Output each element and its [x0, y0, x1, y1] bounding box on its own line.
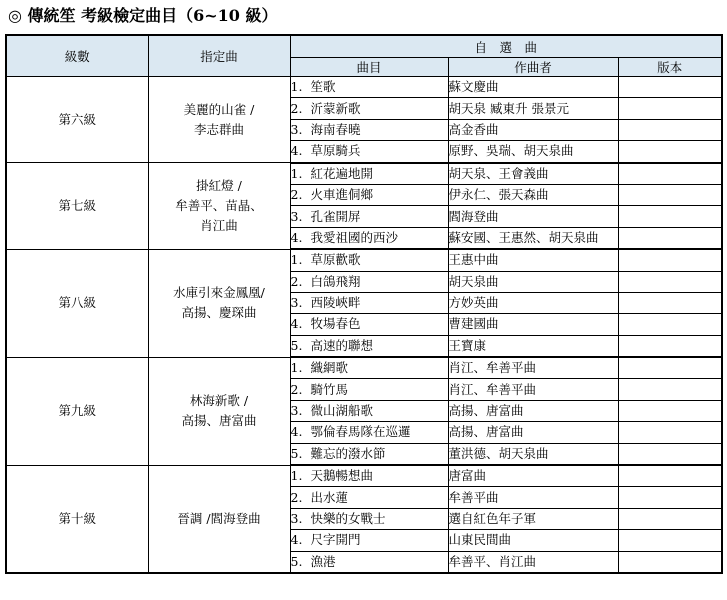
- piece-cell: [290, 530, 448, 551]
- piece-number: 3.: [290, 295, 303, 311]
- piece-composer: 王惠中曲: [448, 249, 618, 271]
- piece-edition: [618, 400, 722, 421]
- page-title: ◎ 傳統笙 考級檢定曲目（6~10 級）: [8, 6, 278, 25]
- piece-cell: [290, 77, 448, 98]
- piece-title: 笙歌: [310, 79, 336, 95]
- grade-level: 第八級: [6, 249, 148, 357]
- piece-title: 我愛祖國的西沙: [310, 229, 399, 245]
- piece-title: 快樂的女戰士: [310, 511, 386, 526]
- piece-number: 4.: [290, 532, 303, 548]
- piece-title: 鄂倫春馬隊在巡邏: [310, 424, 411, 440]
- repertoire-table: [5, 34, 723, 574]
- piece-cell: [290, 508, 448, 529]
- piece-title: 高速的聯想: [310, 337, 374, 353]
- header-composer: 作曲者: [448, 58, 618, 77]
- assigned-piece-line: 牟善平、苗晶、: [175, 197, 263, 213]
- piece-edition: [618, 98, 722, 119]
- assigned-piece-line: 美麗的山雀 /: [183, 101, 255, 117]
- piece-edition: [618, 465, 722, 487]
- header-piece: 曲目: [290, 58, 448, 77]
- piece-edition: [618, 119, 722, 140]
- assigned-piece-line: 林海新歌 /: [189, 393, 249, 409]
- table-row: [6, 163, 722, 185]
- piece-cell: [290, 206, 448, 227]
- piece-edition: [618, 271, 722, 292]
- piece-number: 3.: [290, 121, 303, 137]
- piece-cell: [290, 357, 448, 379]
- piece-number: 3.: [290, 511, 303, 526]
- piece-composer: 閻海登曲: [448, 206, 618, 227]
- piece-title: 草原歡歌: [310, 252, 361, 268]
- assigned-piece-line: 晉調 /閻海登曲: [177, 510, 261, 526]
- piece-composer: 肖江、牟善平曲: [448, 357, 618, 379]
- piece-number: 4.: [290, 424, 303, 440]
- piece-edition: [618, 206, 722, 227]
- piece-composer: 牟善平、肖江曲: [448, 551, 618, 573]
- piece-number: 1.: [290, 252, 303, 268]
- piece-cell: [290, 487, 448, 508]
- piece-number: 2.: [290, 273, 303, 289]
- grade-level: 第六級: [6, 77, 148, 163]
- piece-cell: [290, 443, 448, 465]
- piece-cell: [290, 400, 448, 421]
- piece-title: 紅花遍地開: [310, 165, 374, 181]
- assigned-piece-line: 高揚、慶琛曲: [181, 305, 257, 321]
- piece-cell: [290, 379, 448, 400]
- piece-number: 4.: [290, 316, 303, 332]
- piece-composer: 曹建國曲: [448, 314, 618, 335]
- piece-edition: [618, 314, 722, 335]
- assigned-piece: [148, 465, 290, 573]
- piece-title: 草原騎兵: [310, 143, 361, 159]
- piece-number: 1.: [290, 360, 303, 376]
- piece-number: 1.: [290, 468, 303, 484]
- piece-composer: 高揚、唐富曲: [448, 400, 618, 421]
- piece-title: 尺字開門: [310, 532, 361, 548]
- table-row: [6, 465, 722, 487]
- piece-number: 5.: [290, 445, 303, 461]
- piece-edition: [618, 335, 722, 357]
- piece-title: 難忘的潑水節: [310, 445, 386, 461]
- piece-composer: 胡天泉曲: [448, 271, 618, 292]
- piece-number: 2.: [290, 381, 303, 397]
- assigned-piece-line: 水庫引來金鳳凰/: [173, 285, 265, 301]
- piece-composer: 胡天泉 臧東升 張景元: [448, 98, 618, 119]
- table-row: [6, 249, 722, 271]
- piece-edition: [618, 292, 722, 313]
- piece-composer: 高揚、唐富曲: [448, 422, 618, 443]
- piece-cell: [290, 163, 448, 185]
- piece-edition: [618, 379, 722, 400]
- piece-edition: [618, 77, 722, 98]
- piece-title: 騎竹馬: [310, 381, 349, 397]
- piece-number: 4.: [290, 143, 303, 159]
- piece-cell: [290, 184, 448, 205]
- piece-number: 2.: [290, 489, 303, 505]
- assigned-piece: [148, 249, 290, 357]
- piece-edition: [618, 443, 722, 465]
- piece-title: 海南春曉: [310, 121, 361, 137]
- piece-cell: [290, 271, 448, 292]
- grade-level: 第十級: [6, 465, 148, 573]
- piece-title: 牧場春色: [310, 316, 361, 332]
- grade-level: 第七級: [6, 163, 148, 250]
- piece-cell: [290, 292, 448, 313]
- piece-edition: [618, 487, 722, 508]
- assigned-piece: [148, 163, 290, 250]
- piece-cell: [290, 465, 448, 487]
- piece-title: 微山湖船歌: [310, 403, 374, 419]
- assigned-piece-line: 肖江曲: [200, 217, 238, 233]
- piece-number: 3.: [290, 208, 303, 224]
- piece-composer: 胡天泉、王會義曲: [448, 163, 618, 185]
- piece-title: 火車進侗鄉: [310, 187, 374, 203]
- piece-title: 西陵峽畔: [310, 295, 361, 311]
- piece-edition: [618, 249, 722, 271]
- piece-title: 沂蒙新歌: [310, 100, 361, 116]
- piece-cell: [290, 422, 448, 443]
- piece-edition: [618, 422, 722, 443]
- piece-edition: [618, 508, 722, 529]
- piece-title: 白鴿飛翔: [310, 273, 361, 289]
- assigned-piece-line: 掛紅燈 /: [196, 177, 242, 193]
- piece-composer: 選自紅色年子軍: [448, 508, 618, 529]
- piece-edition: [618, 141, 722, 163]
- piece-composer: 蘇文慶曲: [448, 77, 618, 98]
- piece-title: 天鵝暢想曲: [310, 468, 374, 484]
- table-row: [6, 77, 722, 98]
- piece-title: 織網歌: [310, 360, 349, 376]
- piece-number: 2.: [290, 100, 303, 116]
- piece-composer: 牟善平曲: [448, 487, 618, 508]
- piece-cell: [290, 249, 448, 271]
- piece-cell: [290, 551, 448, 573]
- piece-cell: [290, 141, 448, 163]
- piece-title: 出水蓮: [310, 489, 349, 505]
- piece-edition: [618, 163, 722, 185]
- piece-composer: 王寶康: [448, 335, 618, 357]
- piece-cell: [290, 98, 448, 119]
- assigned-piece-line: 高揚、唐富曲: [181, 413, 257, 429]
- piece-title: 孔雀開屏: [310, 208, 361, 224]
- piece-composer: 山東民間曲: [448, 530, 618, 551]
- piece-number: 3.: [290, 403, 303, 419]
- grade-level: 第九級: [6, 357, 148, 465]
- header-level: 級數: [6, 35, 148, 77]
- piece-edition: [618, 530, 722, 551]
- table-row: [6, 357, 722, 379]
- piece-composer: 方妙英曲: [448, 292, 618, 313]
- piece-composer: 肖江、牟善平曲: [448, 379, 618, 400]
- piece-cell: [290, 314, 448, 335]
- header-assigned: 指定曲: [148, 35, 290, 77]
- piece-edition: [618, 357, 722, 379]
- piece-edition: [618, 551, 722, 573]
- piece-title: 漁港: [310, 553, 336, 569]
- piece-cell: [290, 335, 448, 357]
- assigned-piece: [148, 357, 290, 465]
- piece-composer: 伊永仁、張天森曲: [448, 184, 618, 205]
- piece-composer: 董洪德、胡天泉曲: [448, 443, 618, 465]
- piece-number: 5.: [290, 337, 303, 353]
- piece-composer: 蘇安國、王惠然、胡天泉曲: [448, 227, 618, 249]
- piece-composer: 唐富曲: [448, 465, 618, 487]
- piece-number: 2.: [290, 187, 303, 203]
- piece-number: 1.: [290, 165, 303, 181]
- piece-number: 1.: [290, 79, 303, 95]
- header-free-choice: 自 選 曲: [290, 35, 722, 58]
- piece-number: 4.: [290, 229, 303, 245]
- piece-number: 5.: [290, 553, 303, 569]
- piece-cell: [290, 227, 448, 249]
- piece-composer: 原野、吳瑞、胡天泉曲: [448, 141, 618, 163]
- piece-composer: 高金香曲: [448, 119, 618, 140]
- piece-cell: [290, 119, 448, 140]
- piece-edition: [618, 227, 722, 249]
- assigned-piece: [148, 77, 290, 163]
- assigned-piece-line: 李志群曲: [193, 121, 244, 137]
- piece-edition: [618, 184, 722, 205]
- header-edition: 版本: [618, 58, 722, 77]
